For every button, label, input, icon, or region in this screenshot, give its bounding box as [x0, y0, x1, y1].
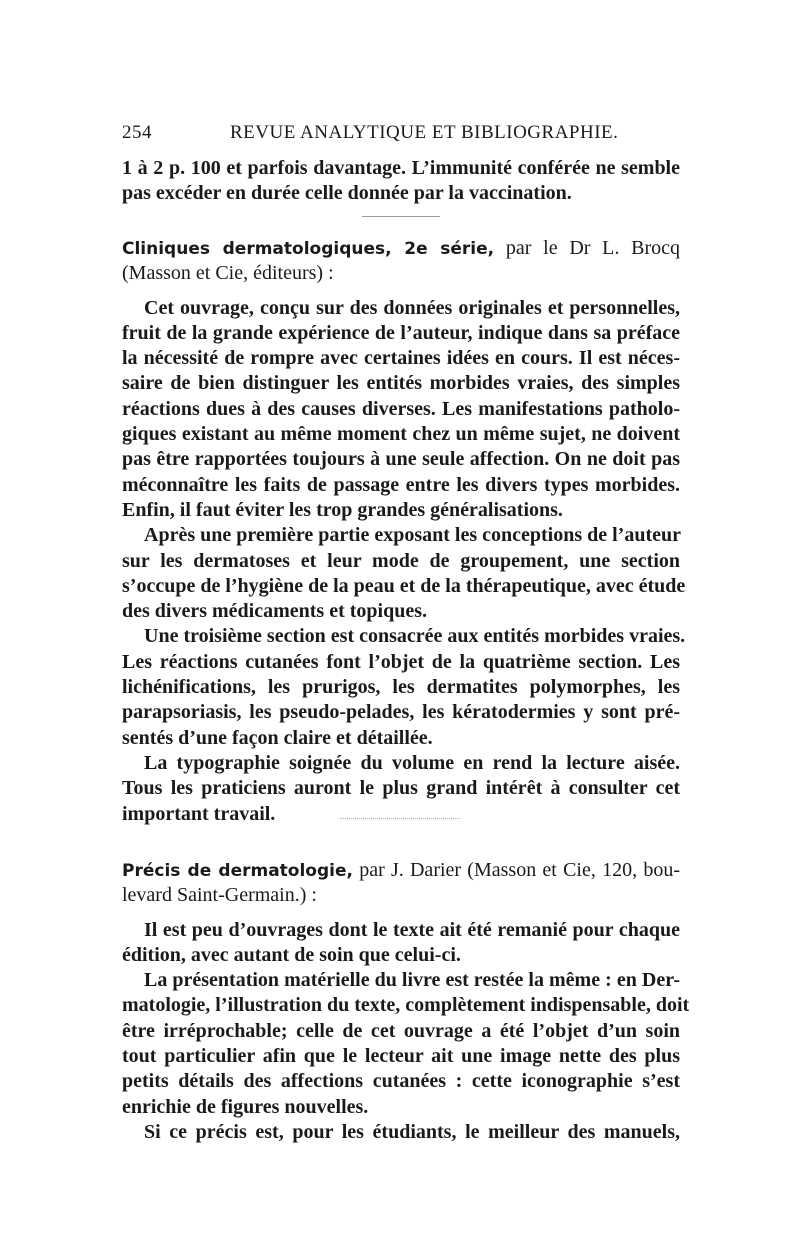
text-line: pas être rapportées toujours à une seule affection. On ne doit pas	[122, 448, 680, 471]
text-line: sur les dermatoses et leur mode de groupement, une section	[122, 549, 680, 572]
text-line: Les réactions cutanées font l’objet de la quatrième section. Les	[122, 650, 680, 673]
review-title: Précis de dermatologie,	[122, 861, 353, 881]
text-line: Cet ouvrage, conçu sur des données originales et personnelles,	[144, 296, 680, 319]
running-head: REVUE ANALYTIQUE ET BIBLIOGRAPHIE.	[230, 122, 619, 143]
text-line: important travail.	[122, 802, 276, 825]
text-line: édition, avec autant de soin que celui-ci.	[122, 943, 461, 966]
review-publisher: levard Saint-Germain.) :	[122, 884, 317, 907]
text-line: fruit de la grande expérience de l’auteur, indique dans sa préface	[122, 321, 680, 344]
review-heading	[122, 858, 680, 883]
section-divider	[362, 216, 440, 217]
text-line: Enfin, il faut éviter les trop grandes généralisations.	[122, 498, 563, 521]
text-line: méconnaître les faits de passage entre les divers types morbides.	[122, 473, 680, 496]
text-line: parapsoriasis, les pseudo-pelades, les kératodermies y sont pré-	[122, 701, 680, 724]
text-line: réactions dues à des causes diverses. Les manifestations patholo-	[122, 397, 680, 420]
text-line: Il est peu d’ouvrages dont le texte ait été remanié pour chaque	[144, 918, 680, 941]
text-line: La typographie soignée du volume en rend la lecture aisée.	[144, 751, 680, 774]
review-darier	[122, 858, 690, 1145]
page-header	[122, 122, 682, 148]
text-line: La présentation matérielle du livre est restée la même : en Der-	[144, 969, 680, 992]
page-number: 254	[122, 122, 152, 143]
review-byline: par J. Darier (Masson et Cie, 120, bou-	[352, 859, 680, 881]
review-title: Cliniques dermatologiques, 2e série,	[122, 239, 495, 259]
review-heading	[122, 236, 680, 261]
text-line: Après une première partie exposant les conceptions de l’auteur	[144, 524, 681, 547]
text-line: sentés d’une façon claire et détaillée.	[122, 726, 433, 749]
review-byline: par le Dr L. Brocq	[494, 237, 680, 259]
text-line: enrichie de figures nouvelles.	[122, 1095, 369, 1118]
text-line: Une troisième section est consacrée aux entités morbides vraies.	[144, 625, 686, 648]
text-line: giques existant au même moment chez un même sujet, ne doivent	[122, 423, 680, 446]
section-divider	[340, 818, 460, 819]
text-line: être irréprochable; celle de cet ouvrage a été l’objet d’un soin	[122, 1019, 680, 1042]
text-line: des divers médicaments et topiques.	[122, 600, 427, 623]
review-publisher: (Masson et Cie, éditeurs) :	[122, 262, 334, 285]
text-line: Si ce précis est, pour les étudiants, le meilleur des manuels,	[144, 1120, 680, 1143]
text-line: 1 à 2 p. 100 et parfois davantage. L’immunité conférée ne semble	[122, 157, 680, 179]
text-line: saire de bien distinguer les entités morbides vraies, des simples	[122, 372, 680, 395]
text-line: pas excéder en durée celle donnée par la vaccination.	[122, 182, 572, 205]
review-brocq	[122, 236, 686, 827]
text-line: s’occupe de l’hygiène de la peau et de la thérapeutique, avec étude	[122, 574, 686, 597]
text-line: Tous les praticiens auront le plus grand intérêt à consulter cet	[122, 777, 680, 800]
text-line: matologie, l’illustration du texte, complètement indispensable, doit	[122, 994, 690, 1017]
carryover-paragraph	[122, 156, 680, 207]
text-line: lichénifications, les prurigos, les dermatites polymorphes, les	[122, 676, 680, 699]
text-line: petits détails des affections cutanées : cette iconographie s’est	[122, 1070, 680, 1093]
text-line: la nécessité de rompre avec certaines idées en cours. Il est néces-	[122, 347, 680, 370]
text-line: tout particulier afin que le lecteur ait une image nette des plus	[122, 1045, 680, 1068]
